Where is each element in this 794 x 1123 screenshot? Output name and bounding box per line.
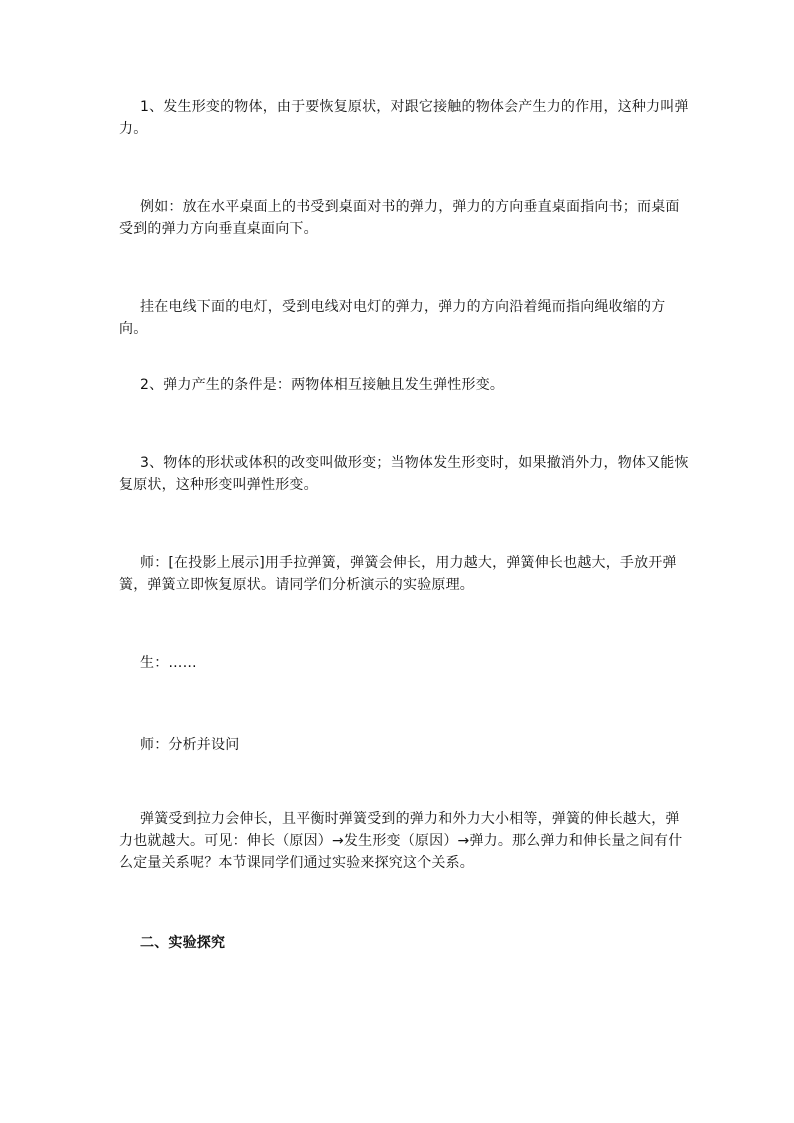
paragraph-deformation-definition: 3、物体的形状或体积的改变叫做形变；当物体发生形变时，如果撤消外力，物体又能恢复原状，这种形变叫弹性形变。 — [119, 455, 689, 493]
paragraph-student-response: 生：…… — [140, 655, 197, 671]
section-heading: 二、实验探究 — [140, 935, 226, 951]
paragraph-example-book-on-table: 例如：放在水平桌面上的书受到桌面对书的弹力，弹力的方向垂直桌面指向书；而桌面受到的弹力方向垂直桌面向下。 — [119, 199, 680, 237]
paragraph-elastic-force-conditions: 2、弹力产生的条件是：两物体相互接触且发生弹性形变。 — [140, 377, 505, 393]
paragraph-elastic-force-definition: 1、发生形变的物体，由于要恢复原状，对跟它接触的物体会产生力的作用，这种力叫弹力。 — [119, 99, 689, 137]
paragraph-teacher-question: 师：分析并设问 — [140, 737, 240, 753]
paragraph-teacher-demonstration: 师：[在投影上展示]用手拉弹簧，弹簧会伸长，用力越大，弹簧伸长也越大，手放开弹簧，弹簧立即恢复原状。请同学们分析演示的实验原理。 — [119, 555, 677, 593]
paragraph-spring-analysis: 弹簧受到拉力会伸长，且平衡时弹簧受到的弹力和外力大小相等，弹簧的伸长越大，弹力也就越大。可见：伸长（原因）→发生形变（原因）→弹力。那么弹力和伸长量之间有什么定量关系呢？本节课同学们通过实验来探究这个关系。 — [119, 811, 683, 871]
paragraph-lamp-on-wire: 挂在电线下面的电灯，受到电线对电灯的弹力，弹力的方向沿着绳而指向绳收缩的方向。 — [119, 299, 666, 337]
